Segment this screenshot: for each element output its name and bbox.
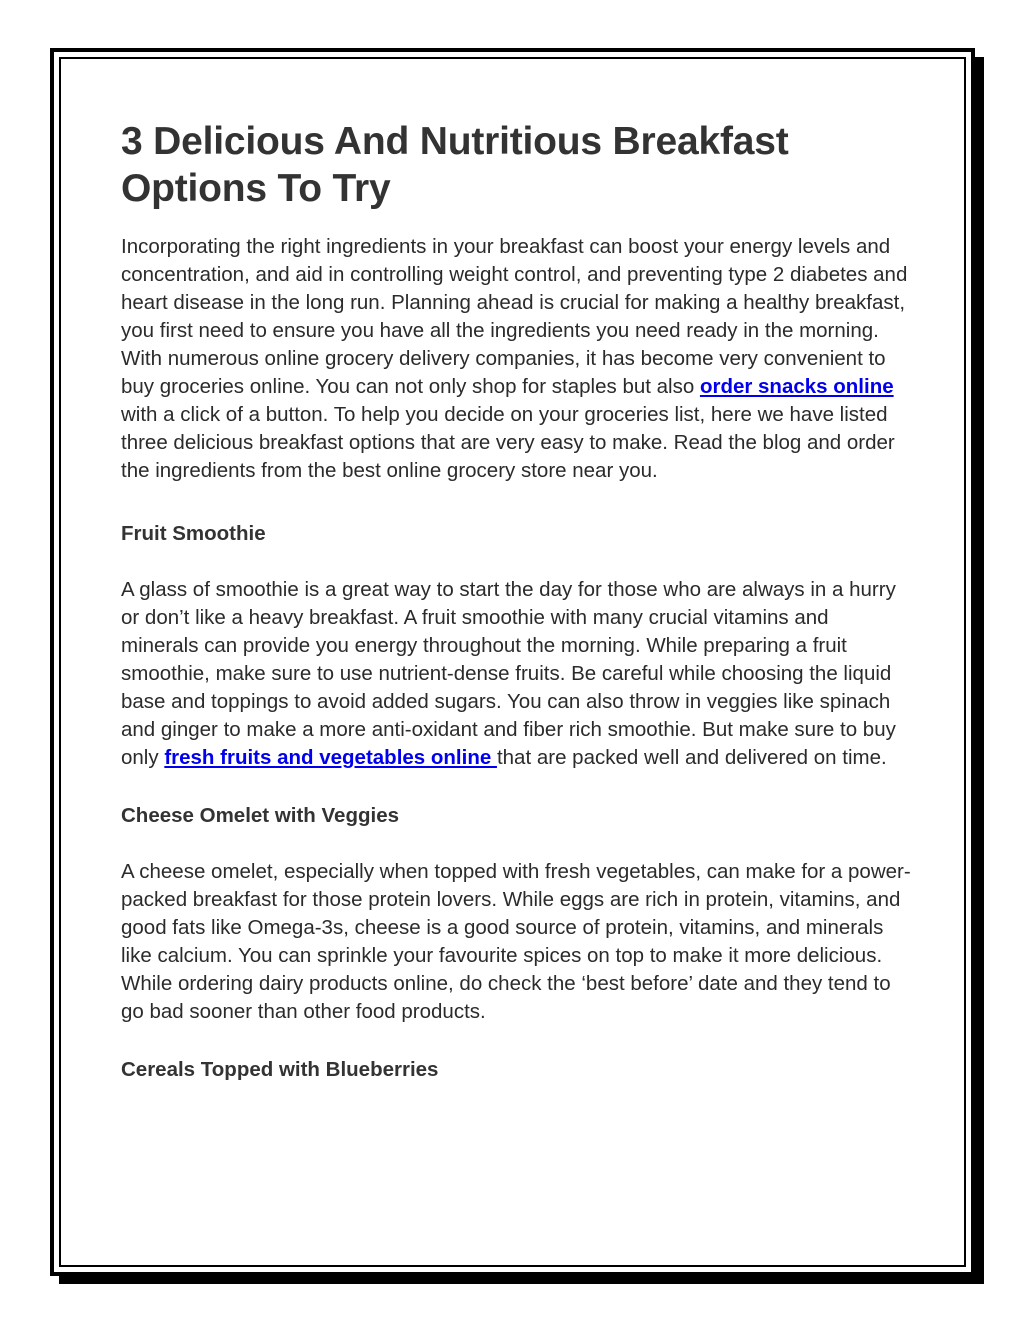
section-heading-fruit-smoothie: Fruit Smoothie (121, 522, 266, 545)
fresh-fruits-vegetables-online-link[interactable]: fresh fruits and vegetables online (164, 746, 497, 769)
intro-text-end: with a click of a button. To help you decide on your groceries list, here we have listed three delicious breakfast options that are very easy to make. Read the blog and order the ingredients from the best online grocery store near you. (121, 403, 895, 482)
order-snacks-online-link[interactable]: order snacks online (699, 375, 894, 398)
article (121, 118, 911, 1084)
page-title: 3 Delicious And Nutritious Breakfast Options To Try (121, 120, 789, 210)
intro-paragraph (121, 233, 911, 485)
section-heading-cereals: Cereals Topped with Blueberries (121, 1058, 439, 1081)
section-heading-cheese-omelet: Cheese Omelet with Veggies (121, 804, 399, 827)
intro-text-start: Incorporating the right ingredients in your breakfast can boost your energy levels and concentration, and aid in controlling weight control, and preventing type 2 diabetes and heart disease in the long run. Planning ahead is crucial for making a healthy breakfast, you first need to ensure you have all the ingredients you need ready in the morning. With numerous online grocery delivery companies, it has become very convenient to buy groceries online. You can not only shop for staples but also (121, 235, 908, 398)
cheese-omelet-paragraph: A cheese omelet, especially when topped with fresh vegetables, can make for a power-packed breakfast for those protein lovers. While eggs are rich in protein, vitamins, and good fats like Omega-3s, cheese is a good source of protein, vitamins, and minerals like calcium. You can sprinkle your favourite spices on top to make it more delicious. While ordering dairy products online, do check the ‘best before’ date and they tend to go bad sooner than other food products. (121, 860, 911, 1023)
fruit-smoothie-paragraph (121, 576, 911, 772)
fruit-smoothie-text-end: that are packed well and delivered on time. (496, 746, 887, 769)
fruit-smoothie-text-start: A glass of smoothie is a great way to start the day for those who are always in a hurry or don’t like a heavy breakfast. A fruit smoothie with many crucial vitamins and minerals can provide you energy throughout the morning. While preparing a fruit smoothie, make sure to use nutrient-dense fruits. Be careful while choosing the liquid base and toppings to avoid added sugars. You can also throw in veggies like spinach and ginger to make a more anti-oxidant and fiber rich smoothie. But make sure to buy only (121, 578, 896, 769)
